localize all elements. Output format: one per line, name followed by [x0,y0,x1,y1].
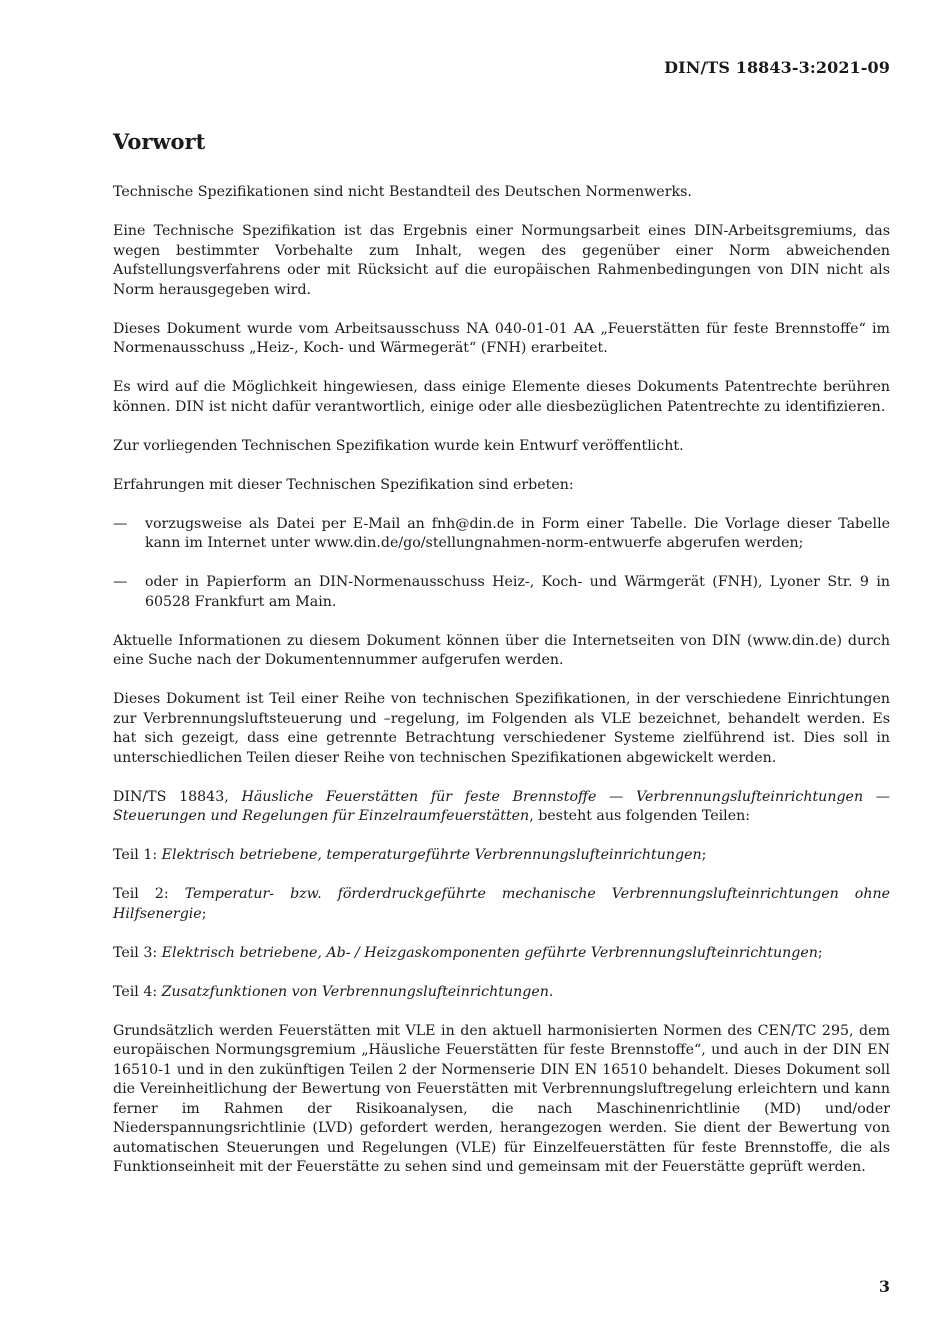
paragraph-1: Technische Spezifikationen sind nicht Bestandteil des Deutschen Normenwerks. [113,184,692,200]
part-title: Zusatzfunktionen von Verbrennungslufteinrichtungen [161,983,549,1000]
part-title: Temperatur- bzw. förderdruckgeführte mechanische Verbrennungslufteinrichtungen ohne Hilfsenergie [113,886,890,922]
part-end: ; [201,905,207,922]
part-label: Teil 2: [113,886,185,902]
paragraph-10: Grundsätzlich werden Feuerstätten mit VLE in den aktuell harmonisierten Normen des CEN/TC 295, dem europäischen Normungsgremium „Häusliche Feuerstätten für feste Brennstoffe“, und auch in der DIN EN 16510-1 und in den zukünftigen Teilen 2 der Normenserie DIN EN 16510 behandelt. Dieses Dokument soll die Vereinheitlichung der Bewertung von Feuerstätten mit Verbrennungsluftregelung erleichtern und kann ferner im Rahmen der Risikoanalysen, die nach Maschinenrichtlinie (MD) und/oder Niederspannungsrichtlinie (LVD) gefordert werden, herangezogen werden. Sie dient der Bewertung von automatischen Steuerungen und Regelungen (VLE) für Einzelfeuerstätten für feste Brennstoffe, die als Funktionseinheit mit der Feuerstätte zu sehen sind und gemeinsam mit der Feuerstätte geprüft werden. [113,1022,890,1175]
paragraph-5: Zur vorliegenden Technischen Spezifikation wurde kein Entwurf veröffentlicht. [113,437,684,454]
part-end: ; [817,944,823,961]
paragraph-4: Es wird auf die Möglichkeit hingewiesen, dass einige Elemente dieses Dokuments Patentrechte berühren können. DIN ist nicht dafür verantwortlich, einige oder alle diesbezüglichen Patentrechte zu identifizieren. [113,379,890,415]
part-end: . [548,983,554,1000]
paragraph-6: Erfahrungen mit dieser Technischen Spezifikation sind erbeten: [113,476,574,493]
feedback-list [113,515,890,613]
part-4 [113,983,890,1003]
part-2 [113,885,890,924]
paragraph-2: Eine Technische Spezifikation ist das Ergebnis einer Normungsarbeit eines DIN-Arbeitsgremiums, das wegen bestimmter Vorbehalte zum Inhalt, wegen des gegenüber einer Norm abweichenden Aufstellungsverfahrens oder mit Rücksicht auf die europäischen Rahmenbedingungen von DIN nicht als Norm herausgegeben wird. [113,223,890,298]
list-item-text: vorzugsweise als Datei per E-Mail an fnh@din.de in Form einer Tabelle. Die Vorlage dieser Tabelle kann im Internet unter www.din.de/go/stellungnahmen-norm-entwuerfe abgerufen werden; [145,515,890,551]
series-suffix: , besteht aus folgenden Teilen: [529,808,751,824]
paragraph-8: Dieses Dokument ist Teil einer Reihe von technischen Spezifikationen, in der verschiedene Einrichtungen zur Verbrennungsluftsteuerung und –regelung, im Folgenden als VLE bezeichnet, behandelt werden. Es hat sich gezeigt, dass eine getrennte Betrachtung verschiedener Systeme zielführend ist. Dies soll in unterschiedlichen Teilen dieser Reihe von technischen Spezifikationen abgewickelt werden. [113,691,890,766]
document-id-header: DIN/TS 18843-3:2021-09 [664,58,890,77]
section-title: Vorwort [113,129,206,154]
page-number: 3 [878,1277,890,1296]
part-label: Teil 4: [113,983,162,1000]
list-item [113,573,890,612]
page-content [113,128,890,1197]
part-1 [113,846,890,866]
list-item-text: oder in Papierform an DIN-Normenausschuss Heiz-, Koch- und Wärmgerät (FNH), Lyoner Str. 9 in 60528 Frankfurt am Main. [145,574,890,610]
part-label: Teil 1: [113,847,162,863]
part-label: Teil 3: [113,944,162,961]
list-dash: — [113,574,128,590]
paragraph-3: Dieses Dokument wurde vom Arbeitsausschuss NA 040-01-01 AA „Feuerstätten für feste Brennstoffe“ im Normenausschuss „Heiz-, Koch- und Wärmegerät“ (FNH) erarbeitet. [113,320,890,356]
list-item [113,515,890,554]
part-end: ; [701,847,707,863]
part-title: Elektrisch betriebene, Ab- / Heizgaskomponenten geführte Verbrennungslufteinrichtungen [161,944,818,961]
series-prefix: DIN/TS 18843, [113,788,242,805]
list-dash: — [113,515,128,532]
part-title: Elektrisch betriebene, temperaturgeführte Verbrennungslufteinrichtungen [161,847,702,863]
paragraph-9 [113,788,890,827]
paragraph-7: Aktuelle Informationen zu diesem Dokument können über die Internetseiten von DIN (www.din.de) durch eine Suche nach der Dokumentennummer aufgerufen werden. [113,632,890,668]
series-title: Häusliche Feuerstätten für feste Brennstoffe — Verbrennungslufteinrichtungen — Steuerungen und Regelungen für Einzelraumfeuerstätten [113,788,890,824]
part-3 [113,944,890,964]
